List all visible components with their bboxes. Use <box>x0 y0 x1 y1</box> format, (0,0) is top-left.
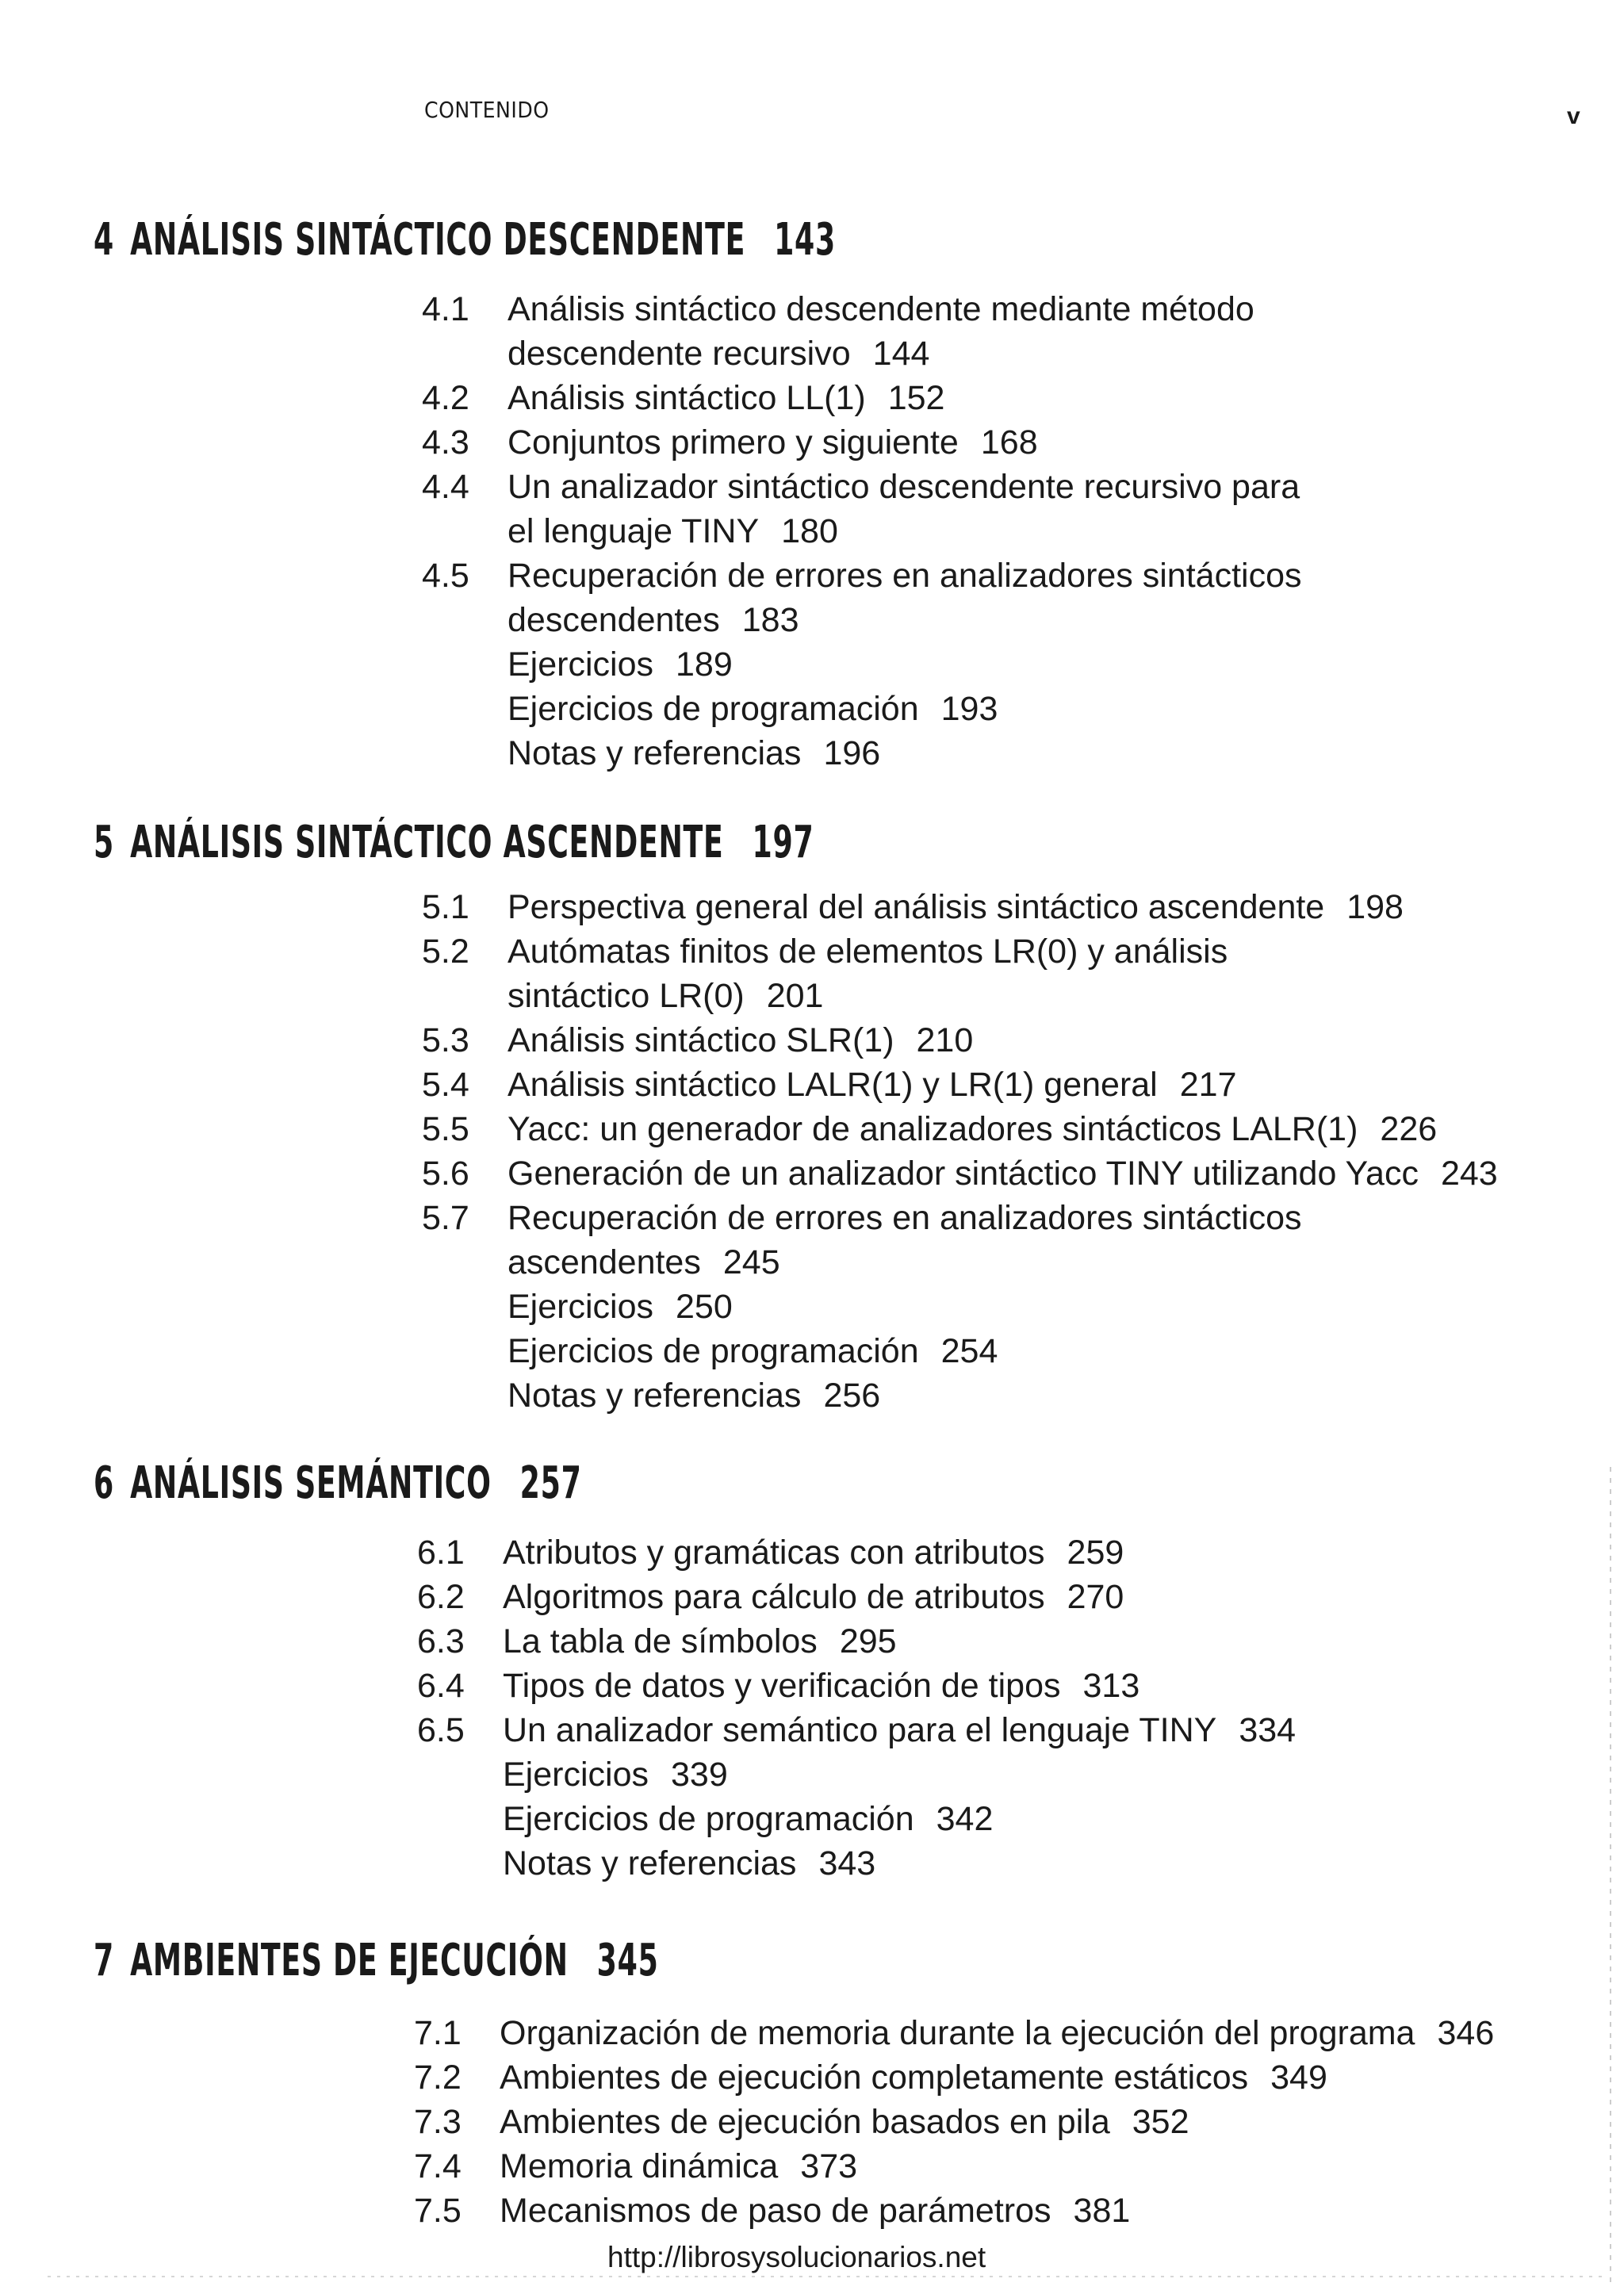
section-page: 334 <box>1239 1711 1297 1749</box>
section-page: 349 <box>1270 2058 1327 2097</box>
section-title-text: descendentes <box>508 601 720 639</box>
chapter-heading <box>94 1457 582 1509</box>
section-page: 245 <box>722 1243 780 1281</box>
section-number: 6.5 <box>417 1711 465 1749</box>
section-title-line <box>503 1619 897 1664</box>
chapter-page: 143 <box>774 214 836 266</box>
section-title <box>500 2055 1327 2100</box>
section-title-text: Notas y referencias <box>508 1377 802 1415</box>
scan-bottom-mark <box>48 2276 1602 2277</box>
section-title-line <box>500 2189 1130 2233</box>
section-title-text: Ejercicios de programación <box>508 690 919 728</box>
section-page: 180 <box>781 512 838 550</box>
section-title-text: Conjuntos primero y siguiente <box>508 423 959 461</box>
section-page: 259 <box>1067 1534 1124 1572</box>
section-page: 250 <box>676 1288 733 1326</box>
section-title-line <box>503 1664 1139 1708</box>
chapter-heading <box>94 1935 659 1986</box>
chapter-title: ANÁLISIS SEMÁNTICO <box>130 1457 492 1509</box>
section-title-text: Organización de memoria durante la ejecución del programa <box>500 2014 1415 2052</box>
section-title <box>508 885 1404 929</box>
section-title <box>508 420 1038 465</box>
section-number: 4.2 <box>422 379 469 417</box>
chapter-title: ANÁLISIS SINTÁCTICO ASCENDENTE <box>130 817 724 868</box>
section-title-text: Ejercicios de programación <box>508 1332 919 1370</box>
section-number: 5.4 <box>422 1066 469 1104</box>
section-title <box>508 642 733 687</box>
section-number: 4.5 <box>422 557 469 595</box>
section-title <box>508 1285 733 1329</box>
section-title <box>503 1841 875 1886</box>
chapter-number: 7 <box>94 1935 114 1986</box>
section-title-line <box>503 1797 993 1841</box>
section-number: 5.1 <box>422 888 469 926</box>
section-number: 4.1 <box>422 290 469 328</box>
section-title-text: el lenguaje TINY <box>508 512 760 550</box>
section-title-text: Mecanismos de paso de parámetros <box>500 2192 1051 2230</box>
section-title-text: Un analizador semántico para el lenguaje TINY <box>503 1711 1217 1749</box>
section-number: 5.7 <box>422 1199 469 1237</box>
section-title-text: Recuperación de errores en analizadores sintácticos <box>508 1199 1302 1237</box>
section-page: 152 <box>887 379 945 417</box>
section-title-line <box>508 731 880 776</box>
section-title-line <box>503 1708 1296 1752</box>
section-page: 193 <box>940 690 998 728</box>
section-title-line <box>500 2100 1189 2144</box>
section-title-text: Tipos de datos y verificación de tipos <box>503 1667 1061 1705</box>
section-title-line <box>508 885 1404 929</box>
section-title-text: Autómatas finitos de elementos LR(0) y análisis <box>508 933 1228 971</box>
section-title-line <box>508 1196 1302 1240</box>
section-title-line <box>508 420 1038 465</box>
section-title <box>508 287 1254 376</box>
section-title-line <box>508 376 944 420</box>
section-title-text: Ambientes de ejecución basados en pila <box>500 2103 1110 2141</box>
section-page: 373 <box>800 2147 858 2185</box>
section-page: 217 <box>1179 1066 1237 1104</box>
section-page: 352 <box>1132 2103 1189 2141</box>
section-title <box>508 929 1228 1018</box>
section-page: 198 <box>1346 888 1404 926</box>
section-title-line <box>500 2011 1494 2055</box>
section-page: 243 <box>1440 1155 1498 1193</box>
section-title <box>508 465 1300 553</box>
section-title <box>503 1575 1124 1619</box>
section-page: 295 <box>839 1622 897 1660</box>
section-title-line <box>500 2055 1327 2100</box>
section-title-line <box>508 1018 973 1063</box>
section-title-line <box>508 1240 1302 1285</box>
section-number: 6.3 <box>417 1622 465 1660</box>
section-number: 4.3 <box>422 423 469 461</box>
section-title <box>503 1619 897 1664</box>
section-page: 346 <box>1437 2014 1495 2052</box>
section-title <box>508 376 944 420</box>
section-title-text: descendente recursivo <box>508 335 851 373</box>
section-page: 254 <box>940 1332 998 1370</box>
section-title-text: Ambientes de ejecución completamente estáticos <box>500 2058 1249 2097</box>
section-title-text: Notas y referencias <box>508 734 802 772</box>
chapter-number: 6 <box>94 1457 114 1509</box>
chapter-page: 197 <box>752 817 814 868</box>
section-title-line <box>508 287 1254 331</box>
section-title <box>503 1797 993 1841</box>
chapter-heading <box>94 817 814 868</box>
section-page: 168 <box>980 423 1038 461</box>
section-number: 7.3 <box>414 2103 462 2141</box>
section-title-text: Notas y referencias <box>503 1844 797 1882</box>
section-title-line <box>508 929 1228 974</box>
chapter-number: 4 <box>94 214 114 266</box>
section-page: 381 <box>1073 2192 1131 2230</box>
section-page: 313 <box>1082 1667 1140 1705</box>
section-page: 201 <box>766 977 824 1015</box>
section-title-line <box>508 1063 1236 1107</box>
section-title-text: Generación de un analizador sintáctico TINY utilizando Yacc <box>508 1155 1419 1193</box>
section-title-text: Algoritmos para cálculo de atributos <box>503 1578 1045 1616</box>
section-title-line <box>503 1752 728 1797</box>
section-title <box>508 1063 1236 1107</box>
section-page: 144 <box>872 335 930 373</box>
section-title <box>508 1151 1498 1196</box>
section-title <box>503 1530 1124 1575</box>
section-title <box>503 1708 1296 1752</box>
section-number: 6.4 <box>417 1667 465 1705</box>
section-page: 196 <box>823 734 881 772</box>
section-title-text: Análisis sintáctico LL(1) <box>508 379 866 417</box>
section-number: 5.5 <box>422 1110 469 1148</box>
section-title <box>508 1329 998 1373</box>
section-title <box>508 731 880 776</box>
page-number-roman: v <box>1567 103 1580 129</box>
section-title-line <box>508 331 1254 376</box>
section-title-text: Memoria dinámica <box>500 2147 779 2185</box>
section-page: 270 <box>1067 1578 1124 1616</box>
chapter-title: ANÁLISIS SINTÁCTICO DESCENDENTE <box>130 214 746 266</box>
section-number: 7.5 <box>414 2192 462 2230</box>
section-number: 6.1 <box>417 1534 465 1572</box>
section-title-text: La tabla de símbolos <box>503 1622 818 1660</box>
section-page: 339 <box>671 1756 728 1794</box>
section-title <box>500 2144 857 2189</box>
section-page: 226 <box>1380 1110 1438 1148</box>
section-title-line <box>508 1329 998 1373</box>
section-number: 5.6 <box>422 1155 469 1193</box>
section-number: 4.4 <box>422 468 469 506</box>
section-page: 256 <box>823 1377 881 1415</box>
section-title-line <box>508 553 1302 598</box>
section-title-line <box>508 1373 880 1418</box>
section-title-text: Ejercicios <box>503 1756 649 1794</box>
section-title-line <box>503 1841 875 1886</box>
section-title-line <box>500 2144 857 2189</box>
section-title-line <box>508 465 1300 509</box>
section-title-text: ascendentes <box>508 1243 701 1281</box>
section-page: 342 <box>936 1800 994 1838</box>
chapter-page: 257 <box>519 1457 582 1509</box>
section-number: 5.3 <box>422 1021 469 1059</box>
chapter-title: AMBIENTES DE EJECUCIÓN <box>130 1935 569 1986</box>
section-title <box>508 1373 880 1418</box>
section-title-text: Análisis sintáctico descendente mediante método <box>508 290 1254 328</box>
section-title-line <box>503 1530 1124 1575</box>
section-title-text: Análisis sintáctico SLR(1) <box>508 1021 894 1059</box>
footer-url: http://librosysolucionarios.net <box>607 2241 986 2273</box>
section-title-line <box>508 509 1300 553</box>
chapter-page: 345 <box>596 1935 659 1986</box>
section-page: 343 <box>818 1844 876 1882</box>
section-title <box>508 1018 973 1063</box>
running-header: CONTENIDO <box>424 97 550 123</box>
section-title-text: sintáctico LR(0) <box>508 977 745 1015</box>
section-title <box>508 687 998 731</box>
section-title-line <box>508 974 1228 1018</box>
section-title-text: Ejercicios de programación <box>503 1800 914 1838</box>
section-title-line <box>508 642 733 687</box>
section-number: 5.2 <box>422 933 469 971</box>
section-title-text: Recuperación de errores en analizadores sintácticos <box>508 557 1302 595</box>
section-page: 183 <box>741 601 799 639</box>
section-title <box>508 1107 1437 1151</box>
section-title-text: Un analizador sintáctico descendente recursivo para <box>508 468 1300 506</box>
section-title <box>500 2100 1189 2144</box>
section-title-line <box>508 1107 1437 1151</box>
section-title <box>503 1752 728 1797</box>
section-title <box>500 2189 1130 2233</box>
section-title-text: Atributos y gramáticas con atributos <box>503 1534 1045 1572</box>
section-title-text: Análisis sintáctico LALR(1) y LR(1) general <box>508 1066 1158 1104</box>
section-title-line <box>503 1575 1124 1619</box>
section-title <box>508 553 1302 642</box>
scan-edge-mark <box>1610 1467 1611 2284</box>
section-page: 189 <box>676 645 733 684</box>
section-number: 7.1 <box>414 2014 462 2052</box>
chapter-heading <box>94 214 836 266</box>
section-title-text: Yacc: un generador de analizadores sintácticos LALR(1) <box>508 1110 1358 1148</box>
section-title-line <box>508 1285 733 1329</box>
section-title-line <box>508 1151 1498 1196</box>
section-title <box>500 2011 1494 2055</box>
chapter-number: 5 <box>94 817 114 868</box>
section-title-text: Perspectiva general del análisis sintáctico ascendente <box>508 888 1325 926</box>
section-title-text: Ejercicios <box>508 1288 653 1326</box>
section-title-text: Ejercicios <box>508 645 653 684</box>
section-number: 6.2 <box>417 1578 465 1616</box>
section-number: 7.4 <box>414 2147 462 2185</box>
section-number: 7.2 <box>414 2058 462 2097</box>
section-title <box>508 1196 1302 1285</box>
section-title <box>503 1664 1139 1708</box>
section-title-line <box>508 687 998 731</box>
section-page: 210 <box>916 1021 974 1059</box>
section-title-line <box>508 598 1302 642</box>
